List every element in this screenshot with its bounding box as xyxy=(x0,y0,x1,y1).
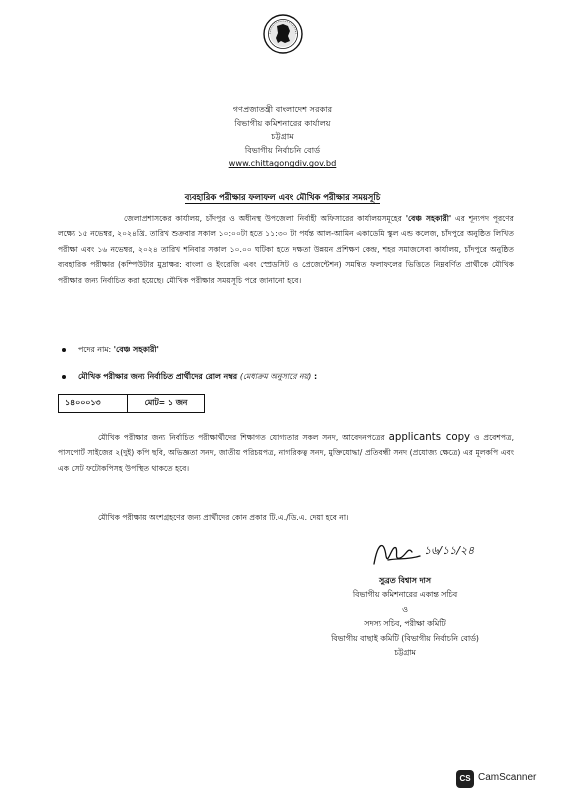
signature-date: ১৬/১১/২৪ xyxy=(424,544,475,557)
camscanner-label: CamScanner xyxy=(478,772,537,783)
roll-number-cell: ১৪০০০১৩ xyxy=(59,395,128,413)
camscanner-logo-icon: CS xyxy=(456,770,474,788)
signatory-committee: বিভাগীয় বাছাই কমিটি (বিভাগীয় নির্বাচনি বোর্ড) xyxy=(331,633,479,643)
header-board: বিভাগীয় নির্বাচনি বোর্ড xyxy=(244,144,321,155)
signatory-title: বিভাগীয় কমিশনারের একান্ত সচিব xyxy=(352,590,458,600)
signatory-and: ও xyxy=(402,604,408,614)
bullet-icon xyxy=(62,375,66,379)
office-header xyxy=(0,103,565,171)
signatory-block xyxy=(300,574,510,660)
header-government: গণপ্রজাতন্ত্রী বাংলাদেশ সরকার xyxy=(232,104,333,114)
government-seal-icon xyxy=(263,14,303,54)
bullet-icon xyxy=(62,348,66,352)
handwritten-signature xyxy=(368,534,488,570)
header-office: বিভাগীয় কমিশনারের কার্যালয় xyxy=(234,117,331,128)
result-paragraph: জেলাপ্রশাসকের কার্যালয়, চাঁদপুর ও অধীনস্থ উপজেলা নির্বাহী অফিসারের কার্যালয়সমূহের 'বেঞ্চ সহকারী' এর শূন্যপদ পূরণের লক্ষ্যে ১৫ নভেম্বর, ২০২৪খ্রি. তারিখ শুক্রবার সকাল ১০:০০টা হতে ১১:৩০ টা পর্যন্ত আল-আমিন একাডেমি স্কুল এন্ড কলেজ, চাঁদপুরে অনুষ্ঠিত লিখিত পরীক্ষা এবং ১৬ নভেম্বর, ২০২৪ তারিখ শনিবার সকাল ১০.০০ ঘটিকা হতে দক্ষতা উন্নয়ন প্রশিক্ষণ কেন্দ্র, শহর সমাজসেবা কার্যালয়, চাঁদপুরে অনুষ্ঠিত ব্যবহারিক পরীক্ষার (কম্পিউটার মুদ্রাক্ষর: বাংলা ও ইংরেজি এবং স্প্রেডসিট ও প্রেজেন্টেশন) সমন্বিত ফলাফলের ভিত্তিতে নিম্নবর্ণিত প্রার্থীকে মৌখিক পরীক্ষার জন্য নির্বাচিত করা হয়েছে। মৌখিক পরীক্ষার সময়সূচি পরে জানানো হবে। xyxy=(58,214,514,285)
ta-da-paragraph: মৌখিক পরীক্ষায় অংশগ্রহণের জন্য প্রার্থীদের কোন প্রকার টি.এ./ডি.এ. দেয়া হবে না। xyxy=(98,513,349,522)
header-website-link[interactable]: www.chittagongdiv.gov.bd xyxy=(228,158,337,169)
documents-paragraph: মৌখিক পরীক্ষার জন্য নির্বাচিত পরীক্ষার্থীদের শিক্ষাগত যোগ্যতার সকল সনদ, আবেদনপত্রের applicants copy ও প্রবেশপত্র, পাসপোর্ট সাইজের ২(দুই) কপি ছবি, অভিজ্ঞতা সনদ, জাতীয় পরিচয়পত্র, নাগরিকত্ব সনদ, মুক্তিযোদ্ধা/ প্রতিবন্ধী সনদ (প্রযোজ্য ক্ষেত্রে) এর মূলকপি এবং এক সেট ফটোকপিসহ উপস্থিত থাকতে হবে। xyxy=(58,432,514,473)
roll-number-table xyxy=(58,394,205,413)
table-row xyxy=(59,395,205,413)
signatory-role: সদস্য সচিব, পরীক্ষা কমিটি xyxy=(364,619,446,629)
post-name: 'বেঞ্চ সহকারী' xyxy=(405,214,452,223)
document-title: ব্যবহারিক পরীক্ষার ফলাফল এবং মৌখিক পরীক্ষার সময়সূচি xyxy=(184,192,381,202)
signatory-city: চট্টগ্রাম xyxy=(394,648,416,658)
header-city: চট্টগ্রাম xyxy=(271,131,294,142)
total-count-cell: মোট= ১ জন xyxy=(128,395,205,413)
post-name-bullet: পদের নাম: 'বেঞ্চ সহকারী' xyxy=(62,344,159,357)
signatory-name: সুব্রত বিশ্বাস দাস xyxy=(379,576,431,585)
roll-heading-bullet: মৌখিক পরীক্ষার জন্য নির্বাচিত প্রার্থীদের রোল নম্বর (মেধাক্রম অনুসারে নয়) : xyxy=(62,371,317,384)
